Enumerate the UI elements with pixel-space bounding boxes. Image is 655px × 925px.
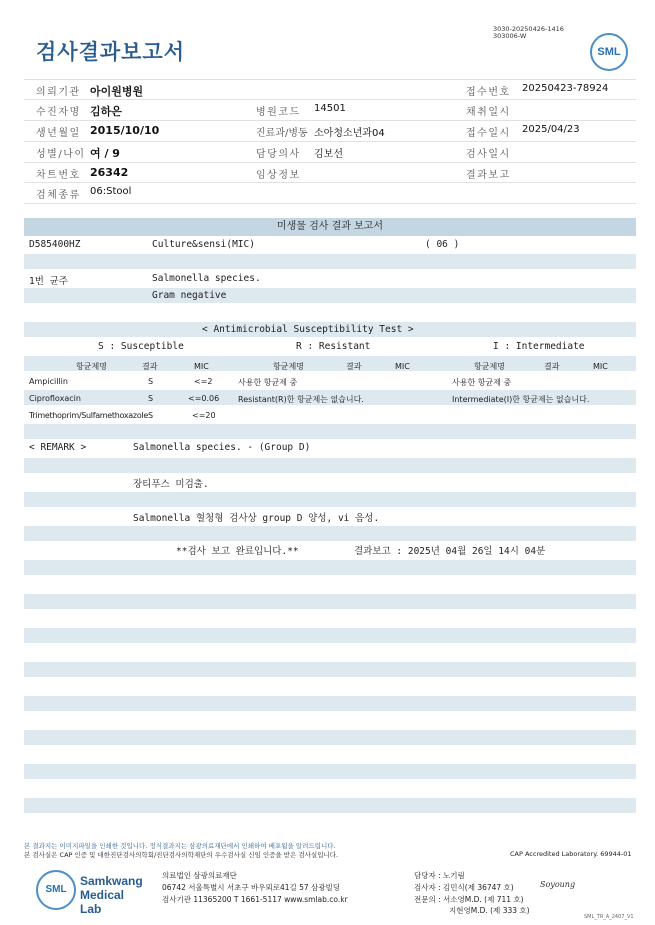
sex-age-value: 여 / 9 — [90, 147, 120, 160]
stripe — [24, 560, 636, 575]
test-num: ( 06 ) — [425, 239, 460, 250]
used-note: 사용한 항균제 중 — [238, 378, 298, 387]
drug-name: Ciprofloxacin — [29, 394, 81, 403]
info-row-6 — [24, 182, 636, 204]
report-time: 결과보고 : 2025년 04월 26일 14시 04분 — [354, 546, 546, 557]
organism-label: 1번 균주 — [29, 276, 68, 287]
stripe — [24, 628, 636, 643]
remark-label: < REMARK > — [29, 442, 87, 453]
name-label: 수진자명 — [36, 107, 81, 118]
col-drug-header: 항균제명 — [273, 362, 304, 371]
dept-value: 소아청소년과04 — [314, 128, 385, 139]
birth-value: 2015/10/10 — [90, 124, 160, 137]
result-label: 결과보고 — [466, 170, 511, 181]
staff-specialist-1: 전문의 : 서소영M.D. (제 711 호) — [414, 895, 524, 904]
sml-logo: SML — [590, 33, 628, 71]
hospital-code-label: 병원코드 — [256, 107, 301, 118]
dept-label: 진료과/병동 — [256, 128, 308, 139]
drug-name: Trimethoprim/Sulfamethoxazole — [29, 411, 148, 420]
hospital-value: 아이원병원 — [90, 85, 144, 98]
col-mic-header: MIC — [395, 362, 410, 371]
drug-mic: <=0.06 — [188, 394, 220, 403]
drug-mic: <=20 — [192, 411, 216, 420]
receipt-no-label: 접수번호 — [466, 87, 511, 98]
receipt-date-value: 2025/04/23 — [522, 124, 580, 135]
brand-line-2: Medical Lab — [80, 888, 125, 916]
col-result-header: 결과 — [142, 362, 158, 371]
col-mic-header: MIC — [194, 362, 209, 371]
stripe — [24, 458, 636, 473]
cap-accreditation: CAP Accredited Laboratory. 69944-01 — [510, 850, 632, 858]
intermediate-note: Intermediate(I)한 항균제는 없습니다. — [452, 395, 590, 404]
gram-stain: Gram negative — [152, 290, 227, 301]
print-notice: 본 결과지는 이미지파일을 인쇄한 것입니다. 정식결과지는 삼광의료재단에서 인쇄하여 배포됨을 알려드립니다. — [24, 842, 336, 850]
used-note: 사용한 항균제 중 — [452, 378, 512, 387]
drug-result: S — [148, 411, 154, 420]
col-drug-header: 항균제명 — [474, 362, 505, 371]
report-code-2: 303006-W — [493, 32, 527, 40]
legend-intermediate: I : Intermediate — [493, 341, 585, 352]
stripe — [24, 764, 636, 779]
birth-label: 생년월일 — [36, 128, 81, 139]
certification-notice: 본 검사실은 CAP 인증 및 대한진단검사의학회/진단검사의학재단의 우수검사실 신임 인증을 받은 검사실입니다. — [24, 851, 339, 859]
clinical-label: 임상정보 — [256, 170, 301, 181]
staff-specialist-2: 지현영M.D. (제 333 호) — [449, 906, 530, 915]
info-row-2 — [24, 99, 636, 120]
test-name: Culture&sensi(MIC) — [152, 239, 255, 250]
col-result-header: 결과 — [346, 362, 362, 371]
brand-name — [80, 874, 143, 916]
completion-notice: **검사 보고 완료입니다.** — [176, 546, 299, 557]
specimen-label: 검체종류 — [36, 190, 81, 201]
remark-line-3: Salmonella 혈청형 검사상 group D 양성, vi 음성. — [133, 513, 380, 524]
doctor-label: 담당의사 — [256, 149, 301, 160]
test-code: D585400HZ — [29, 239, 81, 250]
signature: Soyoung — [540, 880, 576, 889]
ast-title: < Antimicrobial Susceptibility Test > — [202, 324, 414, 335]
resistant-note: Resistant(R)한 항균제는 없습니다. — [238, 395, 364, 404]
org-address: 06742 서울특별시 서초구 바우뫼로41길 57 삼광빌딩 — [162, 883, 341, 892]
col-result-header: 결과 — [544, 362, 560, 371]
stripe — [24, 492, 636, 507]
drug-name: Ampicillin — [29, 377, 68, 386]
org-contact: 검사기관 11365200 T 1661-5117 www.smlab.co.kr — [162, 895, 348, 904]
hospital-label: 의뢰기관 — [36, 87, 81, 98]
report-code-1: 3030-20250426-1416 — [493, 25, 564, 33]
legend-susceptible: S : Susceptible — [98, 341, 184, 352]
remark-line-2: 장티푸스 미검출. — [133, 479, 209, 490]
brand-line-1: Samkwang — [80, 874, 143, 888]
test-date-label: 검사일시 — [466, 149, 511, 160]
specimen-value: 06:Stool — [90, 186, 132, 197]
receipt-date-label: 접수일시 — [466, 128, 511, 139]
stripe — [24, 424, 636, 439]
stripe — [24, 594, 636, 609]
stripe — [24, 288, 636, 303]
receipt-no-value: 20250423-78924 — [522, 83, 609, 94]
sml-logo-icon: SML — [36, 870, 76, 910]
drug-result: S — [148, 394, 154, 403]
col-drug-header: 항균제명 — [76, 362, 107, 371]
collect-date-label: 채취일시 — [466, 107, 511, 118]
sex-age-label: 성별/나이 — [36, 149, 86, 160]
col-mic-header: MIC — [593, 362, 608, 371]
legend-resistant: R : Resistant — [296, 341, 371, 352]
stripe — [24, 798, 636, 813]
form-number: SML_TR_A_2407_V1 — [584, 914, 634, 920]
stripe — [24, 526, 636, 541]
stripe — [24, 254, 636, 269]
chart-value: 26342 — [90, 166, 129, 179]
org-name: 의료법인 삼광의료재단 — [162, 871, 237, 880]
stripe — [24, 662, 636, 677]
name-value: 김하은 — [90, 105, 122, 118]
stripe — [24, 730, 636, 745]
drug-result: S — [148, 377, 154, 386]
info-row-5 — [24, 162, 636, 183]
doctor-value: 김보선 — [314, 149, 343, 160]
hospital-code-value: 14501 — [314, 103, 346, 114]
chart-label: 차트번호 — [36, 170, 81, 181]
staff-manager: 담당자 : 노기림 — [414, 871, 465, 880]
organism-name: Salmonella species. — [152, 273, 261, 284]
stripe — [24, 696, 636, 711]
info-row-1 — [24, 79, 636, 100]
remark-line-1: Salmonella species. - (Group D) — [133, 442, 311, 453]
drug-mic: <=2 — [194, 377, 213, 386]
page-title: 검사결과보고서 — [36, 40, 186, 64]
section-title: 미생물 검사 결과 보고서 — [24, 218, 636, 236]
info-row-4 — [24, 141, 636, 162]
info-row-3 — [24, 120, 636, 141]
staff-tester: 검사자 : 김민식(제 36747 호) — [414, 883, 514, 892]
